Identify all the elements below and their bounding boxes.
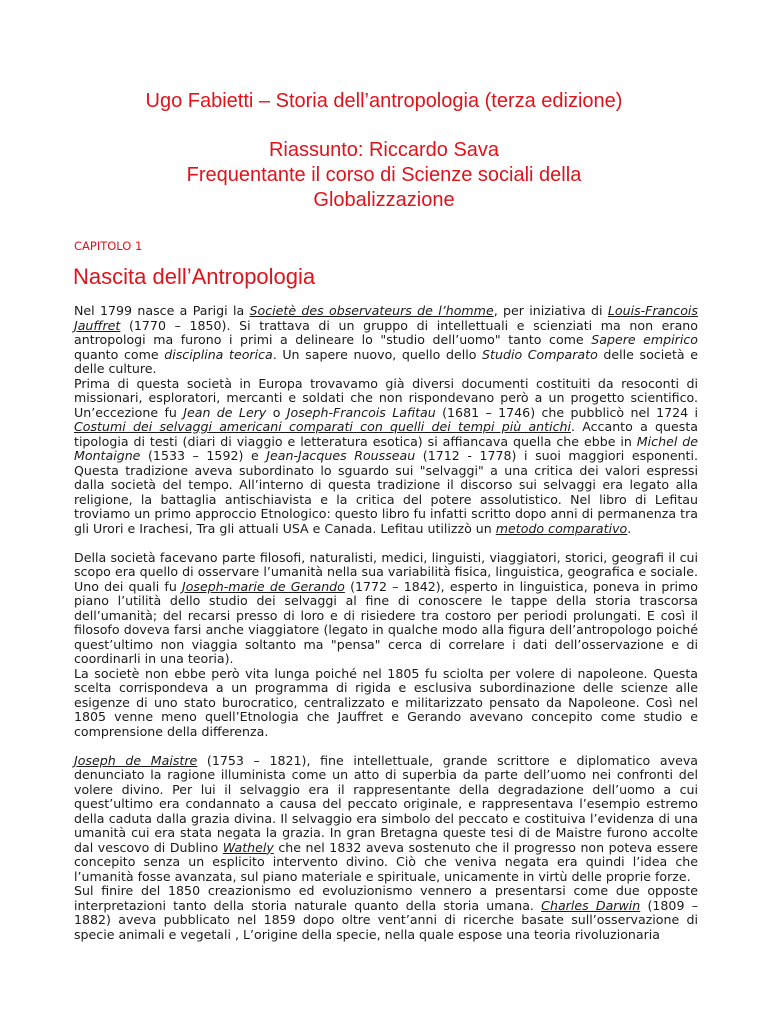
course-line-1: Frequentante il corso di Scienze sociali della <box>186 164 582 186</box>
text: Prima di questa società in Europa trovavamo già diversi documenti costituiti da resoconti di missionari, esploratori, mercanti e soldati che non rispondevano però a un progetto scientifico. Un’eccezione fu <box>74 375 698 420</box>
body-text <box>74 304 698 942</box>
ref-darwin: Charles Darwin <box>541 897 641 913</box>
emph-lery: Jean de Lery <box>183 404 267 420</box>
ref-costumi: Costumi dei selvaggi americani comparati con quelli dei tempi più antichi <box>74 419 571 434</box>
text: . <box>627 520 632 536</box>
text: (1753 – 1821), fine intellettuale, grande scrittore e diplomatico aveva denunciato la ragione illuminista come un atto di superbia da parte dell’uomo nei confronti del volere divino. Per lui il selvaggio era il rappresentante della degradazione dell’uomo a cui quest’ultimo era condannato a causa del peccato originale, e rappresentava l’esempio estremo della caduta dalla grazia divina. Il selvaggio era simbolo del peccato e costituiva l’evidenza di una umanità cui era stata negata la grazia. In gran Bretagna queste tesi di de Maistre furono accolte dal vescovo di Dublino <box>74 752 698 855</box>
emph-studio: Studio Comparato <box>482 346 598 362</box>
ref-maistre: Joseph de Maistre <box>74 752 198 768</box>
ref-metodo: metodo comparativo <box>495 520 628 536</box>
text: (1712 - 1778) i suoi maggiori esponenti. Questa tradizione aveva subordinato lo sguardo sui "selvaggi" a una critica dei valori espressi dalla società del tempo. All’interno di questa tradizione il discorso sui selvaggi era legato alla religione, la battaglia antischiavista e la critica del potere assolutistico. Nel libro di Lefitau troviamo un primo approccio Etnologico: questo libro fu infatti scritto dopo anni di permanenza tra gli Urori e Irachesi, Tra gli attuali USA e Canada. Lefitau utilizzò un <box>74 448 698 536</box>
paragraph-4 <box>74 667 698 740</box>
chapter-heading: Nascita dell’Antropologia <box>73 264 316 289</box>
text: . Un sapere nuovo, quello dello <box>272 346 483 362</box>
paragraph-1 <box>74 304 698 377</box>
text: quanto come <box>74 346 165 362</box>
course-line-2: Globalizzazione <box>313 189 455 211</box>
text: (1770 – 1850). Si trattava di un gruppo di intellettuali e scienziati ma non erano antropologi ma furono i primi a delineare lo "studio dell’uomo" tanto come <box>74 317 698 347</box>
text: (1533 – 1592) e <box>140 448 267 463</box>
paragraph-6 <box>74 884 698 942</box>
ref-wathely: Wathely <box>222 839 274 855</box>
chapter-label: CAPITOLO 1 <box>74 239 143 253</box>
text: (1809 – 1882) aveva pubblicato nel 1859 dopo oltre vent’anni di ricerche basate sull’osservazione di specie animali e vegetali , L’origine della specie, nella quale espose una teoria rivoluzionaria <box>74 897 698 942</box>
paragraph-2 <box>74 377 698 537</box>
ref-societe: Societè des observateurs de l’homme <box>249 303 494 318</box>
text: Della società facevano parte filosofi, naturalisti, medici, linguisti, viaggiatori, storici, geografi il cui scopo era quello di osservare l’umanità nella sua variabilità fisica, linguistica, geografica e sociale. Uno dei quali fu <box>74 549 698 594</box>
ref-jauffret: Louis-Francois Jauffret <box>74 303 698 333</box>
text: o <box>266 404 287 420</box>
text: Nel 1799 nasce a Parigi la <box>74 303 250 318</box>
summary-author: Riassunto: Riccardo Sava <box>268 139 500 161</box>
text: . Accanto a questa tipologia di testi (diari di viaggio e letteratura esotica) si affiancava quella che ebbe in <box>74 419 698 449</box>
text: delle società e delle culture. <box>74 346 698 376</box>
emph-montaigne: Michel de Montaigne <box>74 433 698 463</box>
emph-rousseau: Jean-Jacques Rousseau <box>266 448 416 463</box>
text: che nel 1832 aveva sostenuto che il progresso non poteva essere concepito senza un esplicito intervento divino. Ciò che veniva negata era quindi l’idea che l’umanità fosse avanzata, sul piano materiale e spirituale, unicamente in virtù delle proprie forze. <box>74 839 698 884</box>
emph-disciplina: disciplina teorica <box>164 346 273 362</box>
text: Sul finire del 1850 creazionismo ed evoluzionismo vennero a presentarsi come due opposte interpretazioni tanto della storia naturale quanto della storia umana. <box>74 883 698 913</box>
text: (1681 – 1746) che pubblicò nel 1724 i <box>435 404 699 420</box>
paragraph-5 <box>74 754 698 885</box>
text: La societè non ebbe però vita lunga poiché nel 1805 fu sciolta per volere di napoleone. Questa scelta corrispondeva a un programma di rigida e esclusiva subordinazione delle scienze alle esigenze di uno stato burocratico, centralizzato e militarizzato pensato da Napoleone. Così nel 1805 venne meno quell’Etnologia che Jauffret e Gerando avevano concepito come studio e comprensione della differenza. <box>74 665 698 739</box>
emph-lafitau: Joseph-Francois Lafitau <box>286 404 436 420</box>
text: , per iniziativa di <box>493 303 608 318</box>
emph-sapere: Sapere empirico <box>591 332 698 347</box>
ref-gerando: Joseph-marie de Gerando <box>182 578 345 594</box>
paragraph-3 <box>74 551 698 667</box>
text: (1772 – 1842), esperto in linguistica, poneva in primo piano l’utilità dello studio dei selvaggi al fine di conoscere le tappe della storia trascorsa dell’umanità; del recarsi presso di loro e di risiedere tra costoro per periodi prolungati. E così il filosofo doveva farsi anche viaggiatore (legato in qualche modo alla figura dell’antropologo poiché quest’ultimo non viaggia soltanto ma "pensa" cerca di correlare i dati dell’osservazione e di coordinarli in una teoria). <box>74 578 698 666</box>
document-title: Ugo Fabietti – Storia dell’antropologia (terza edizione) <box>145 90 623 112</box>
